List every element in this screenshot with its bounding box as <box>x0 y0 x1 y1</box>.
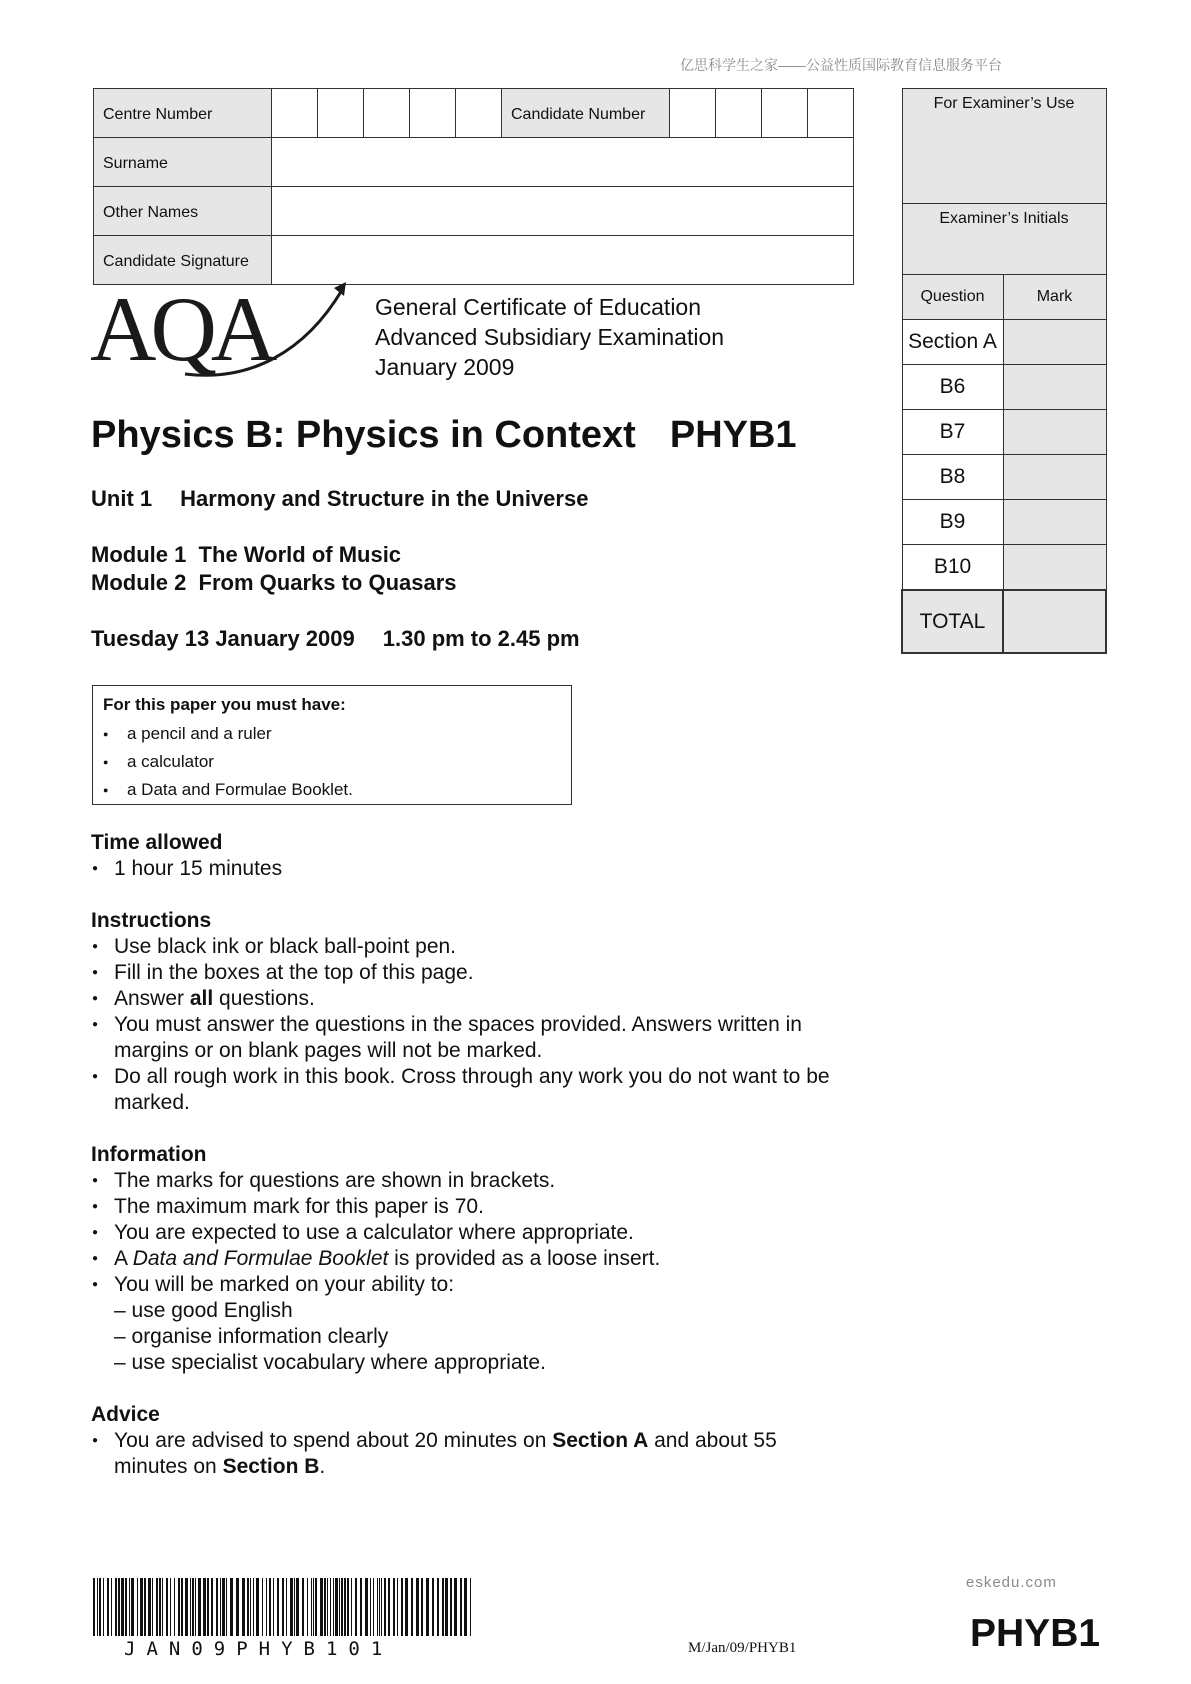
barcode-bar <box>226 1578 227 1636</box>
other-names-field[interactable] <box>272 187 854 236</box>
centre-number-box[interactable] <box>410 89 456 138</box>
surname-label: Surname <box>94 138 272 187</box>
section-heading: Advice <box>91 1403 160 1426</box>
text-run: . <box>319 1455 326 1478</box>
barcode-text: JAN09PHYB101 <box>124 1638 394 1660</box>
barcode-bar <box>140 1578 143 1636</box>
barcode-bar <box>397 1578 398 1636</box>
barcode-bar <box>107 1578 109 1636</box>
centre-number-box[interactable] <box>456 89 502 138</box>
list-item <box>91 986 851 1012</box>
examiner-initials-label: Examiner’s Initials <box>902 204 1106 275</box>
list-item: ● You will be marked on your ability to: <box>91 1272 851 1298</box>
barcode-bar <box>99 1578 101 1636</box>
bold-text: Section A <box>552 1429 649 1452</box>
qualification-line: Advanced Subsidiary Examination <box>375 324 725 350</box>
unit-number: Unit 1 <box>91 486 153 511</box>
barcode-bar <box>365 1578 368 1636</box>
barcode-bar <box>324 1578 326 1636</box>
examiner-use-label: For Examiner’s Use <box>902 89 1106 204</box>
subject-title: Physics B: Physics in Context <box>91 414 636 456</box>
information-section <box>91 1142 851 1376</box>
barcode-bar <box>296 1578 299 1636</box>
barcode-bar <box>207 1578 209 1636</box>
question-label: B7 <box>902 410 1003 455</box>
exam-time: 1.30 pm to 2.45 pm <box>382 626 580 651</box>
question-label: Section A <box>902 320 1003 365</box>
barcode-bar <box>405 1578 408 1636</box>
barcode-bar <box>454 1578 457 1636</box>
centre-number-box[interactable] <box>272 89 318 138</box>
barcode-bar <box>373 1578 374 1636</box>
list-item: ● 1 hour 15 minutes <box>91 856 851 882</box>
sub-list-item: – use good English <box>114 1299 293 1322</box>
aqa-logo-icon <box>90 282 350 382</box>
list-item <box>91 1246 851 1272</box>
barcode-bar <box>470 1578 471 1636</box>
mark-cell[interactable] <box>1003 410 1106 455</box>
candidate-number-box[interactable] <box>808 89 854 138</box>
barcode-bar <box>286 1578 287 1636</box>
list-item: ● You must answer the questions in the spaces provided. Answers written in margins or on blank pages will not be marked. <box>91 1012 851 1064</box>
centre-number-box[interactable] <box>364 89 410 138</box>
barcode-bar <box>401 1578 403 1636</box>
question-label: B6 <box>902 365 1003 410</box>
exam-date-line <box>91 626 580 652</box>
barcode-bar <box>344 1578 346 1636</box>
qualification-block <box>375 292 724 382</box>
qualification-line: General Certificate of Education <box>375 294 702 320</box>
materials-list <box>103 720 561 804</box>
barcode-bar <box>170 1578 171 1636</box>
mark-cell[interactable] <box>1003 320 1106 365</box>
mark-cell[interactable] <box>1003 500 1106 545</box>
signature-label: Candidate Signature <box>94 236 272 285</box>
sub-list-item: – use specialist vocabulary where appropriate. <box>114 1351 546 1374</box>
text-run: questions. <box>213 987 315 1010</box>
barcode-bar <box>203 1578 206 1636</box>
barcode-bar <box>384 1578 386 1636</box>
barcode-bar <box>360 1578 362 1636</box>
barcode-bar <box>131 1578 134 1636</box>
list-item: ● Do all rough work in this book. Cross through any work you do not want to be marked. <box>91 1064 851 1116</box>
list-item: ● a calculator <box>103 748 561 776</box>
section-heading: Information <box>91 1143 207 1166</box>
barcode-bar <box>174 1578 175 1636</box>
barcode-bar <box>137 1578 138 1636</box>
watermark-text: 亿思科学生之家——公益性质国际教育信息服务平台 <box>680 57 1002 73</box>
barcode-bar <box>464 1578 467 1636</box>
barcode-bar <box>277 1578 279 1636</box>
barcode-bar <box>460 1578 462 1636</box>
other-names-label: Other Names <box>94 187 272 236</box>
barcode-bar <box>144 1578 146 1636</box>
barcode-bar <box>335 1578 338 1636</box>
materials-title: For this paper you must have: <box>103 695 346 714</box>
barcode-bar <box>388 1578 390 1636</box>
mark-cell[interactable] <box>1003 455 1106 500</box>
barcode-bar <box>148 1578 151 1636</box>
barcode-bar <box>230 1578 233 1636</box>
barcode-bar <box>156 1578 158 1636</box>
page-title <box>91 414 797 457</box>
section-heading: Instructions <box>91 909 212 932</box>
mark-cell[interactable] <box>1003 545 1106 591</box>
barcode-bar <box>341 1578 343 1636</box>
barcode-bar <box>294 1578 295 1636</box>
barcode-bar <box>347 1578 349 1636</box>
text-run: is provided as a loose insert. <box>388 1247 661 1270</box>
qualification-line: January 2009 <box>375 354 515 380</box>
barcode-bar <box>432 1578 434 1636</box>
list-item: ● a pencil and a ruler <box>103 720 561 748</box>
barcode-bar <box>159 1578 161 1636</box>
question-label: B10 <box>902 545 1003 591</box>
list-item: ● You are expected to use a calculator where appropriate. <box>91 1220 851 1246</box>
barcode-bar <box>129 1578 130 1636</box>
barcode-bar <box>222 1578 225 1636</box>
barcode-bar <box>121 1578 124 1636</box>
barcode-bar <box>445 1578 448 1636</box>
barcode-bar <box>437 1578 439 1636</box>
instructions-section <box>91 908 851 1116</box>
barcode-bar <box>393 1578 395 1636</box>
text-run: and about 55 minutes on <box>114 1429 777 1478</box>
logo-text: AQA <box>90 282 272 380</box>
barcode-bar <box>195 1578 196 1636</box>
section-heading: Time allowed <box>91 831 223 854</box>
barcode-bar <box>236 1578 239 1636</box>
barcode-bar <box>416 1578 419 1636</box>
barcode-bar <box>313 1578 314 1636</box>
list-item <box>91 1428 811 1480</box>
total-mark-cell[interactable] <box>1003 590 1106 653</box>
barcode-bar <box>115 1578 117 1636</box>
barcode-bar <box>450 1578 452 1636</box>
surname-field[interactable] <box>272 138 854 187</box>
question-label: B9 <box>902 500 1003 545</box>
barcode-bar <box>377 1578 378 1636</box>
barcode-bar <box>290 1578 293 1636</box>
barcode-bar <box>250 1578 251 1636</box>
barcode-bar <box>256 1578 259 1636</box>
signature-field[interactable] <box>272 236 854 285</box>
barcode-bar <box>220 1578 221 1636</box>
barcode-bar <box>269 1578 271 1636</box>
materials-box <box>92 685 572 805</box>
barcode-bar <box>302 1578 304 1636</box>
question-header: Question <box>902 275 1003 320</box>
bold-text: Section B <box>222 1455 320 1478</box>
total-label: TOTAL <box>902 590 1003 653</box>
barcode-bar <box>152 1578 153 1636</box>
barcode-bar <box>111 1578 112 1636</box>
mark-cell[interactable] <box>1003 365 1106 410</box>
module-line: Module 1 The World of Music <box>91 542 402 567</box>
barcode-bar <box>178 1578 180 1636</box>
mark-header: Mark <box>1003 275 1106 320</box>
examiner-use-table <box>901 88 1107 654</box>
barcode-bar <box>339 1578 340 1636</box>
candidate-number-box[interactable] <box>762 89 808 138</box>
barcode-bar <box>426 1578 429 1636</box>
barcode-bar <box>211 1578 213 1636</box>
candidate-number-box[interactable] <box>670 89 716 138</box>
advice-section <box>91 1402 811 1480</box>
exam-date: Tuesday 13 January 2009 <box>91 626 355 651</box>
barcode-bar <box>93 1578 95 1636</box>
barcode-bar <box>330 1578 331 1636</box>
barcode-bar <box>311 1578 312 1636</box>
barcode-bar <box>315 1578 317 1636</box>
time-allowed-section <box>91 830 851 882</box>
barcode-bar <box>282 1578 284 1636</box>
barcode-bar <box>411 1578 413 1636</box>
barcode-bar <box>266 1578 267 1636</box>
barcode-bar <box>242 1578 245 1636</box>
barcode-bar <box>307 1578 308 1636</box>
list-item: ● Use black ink or black ball-point pen. <box>91 934 851 960</box>
centre-number-label: Centre Number <box>94 89 272 138</box>
footer-paper-code: PHYB1 <box>970 1612 1101 1655</box>
text-run: Answer <box>114 987 190 1010</box>
unit-name: Harmony and Structure in the Universe <box>180 486 589 511</box>
list-item: ● Fill in the boxes at the top of this page. <box>91 960 851 986</box>
barcode-bar <box>351 1578 352 1636</box>
candidate-number-box[interactable] <box>716 89 762 138</box>
barcode-bar <box>97 1578 98 1636</box>
barcode-bar <box>253 1578 254 1636</box>
barcode-bar <box>273 1578 274 1636</box>
barcode-bar <box>320 1578 323 1636</box>
barcode-bar <box>118 1578 120 1636</box>
barcode-bar <box>421 1578 423 1636</box>
barcode-bar <box>379 1578 380 1636</box>
barcode-bar <box>370 1578 371 1636</box>
barcode-bar <box>381 1578 382 1636</box>
barcode-bar <box>198 1578 201 1636</box>
question-label: B8 <box>902 455 1003 500</box>
text-run: A <box>114 1247 133 1270</box>
centre-number-box[interactable] <box>318 89 364 138</box>
site-watermark: eskedu.com <box>966 1574 1057 1591</box>
unit-line <box>91 486 588 512</box>
sub-list-item: – organise information clearly <box>114 1325 389 1348</box>
bold-text: all <box>189 987 214 1010</box>
barcode-bar <box>327 1578 328 1636</box>
candidate-details-table <box>93 88 854 285</box>
barcode-bar <box>190 1578 191 1636</box>
module-line: Module 2 From Quarks to Quasars <box>91 570 457 595</box>
reference-code: M/Jan/09/PHYB1 <box>688 1640 797 1656</box>
barcode-bar <box>355 1578 357 1636</box>
barcode-bar <box>216 1578 218 1636</box>
barcode-bar <box>192 1578 194 1636</box>
barcode-bar <box>166 1578 168 1636</box>
list-item: ● The maximum mark for this paper is 70. <box>91 1194 851 1220</box>
barcode-bar <box>442 1578 444 1636</box>
barcode-bar <box>181 1578 183 1636</box>
paper-code: PHYB1 <box>669 414 797 456</box>
barcode-icon <box>93 1578 473 1636</box>
barcode-bar <box>262 1578 263 1636</box>
text-run: You are advised to spend about 20 minutes on <box>114 1429 553 1452</box>
candidate-number-label: Candidate Number <box>502 89 670 138</box>
barcode-bar <box>333 1578 334 1636</box>
list-item: ● a Data and Formulae Booklet. <box>103 776 561 804</box>
barcode-bar <box>103 1578 104 1636</box>
barcode-bar <box>162 1578 163 1636</box>
italic-text: Data and Formulae Booklet <box>132 1247 389 1270</box>
barcode-bar <box>247 1578 249 1636</box>
barcode-bar <box>185 1578 188 1636</box>
list-item: ● The marks for questions are shown in brackets. <box>91 1168 851 1194</box>
barcode-bar <box>125 1578 127 1636</box>
